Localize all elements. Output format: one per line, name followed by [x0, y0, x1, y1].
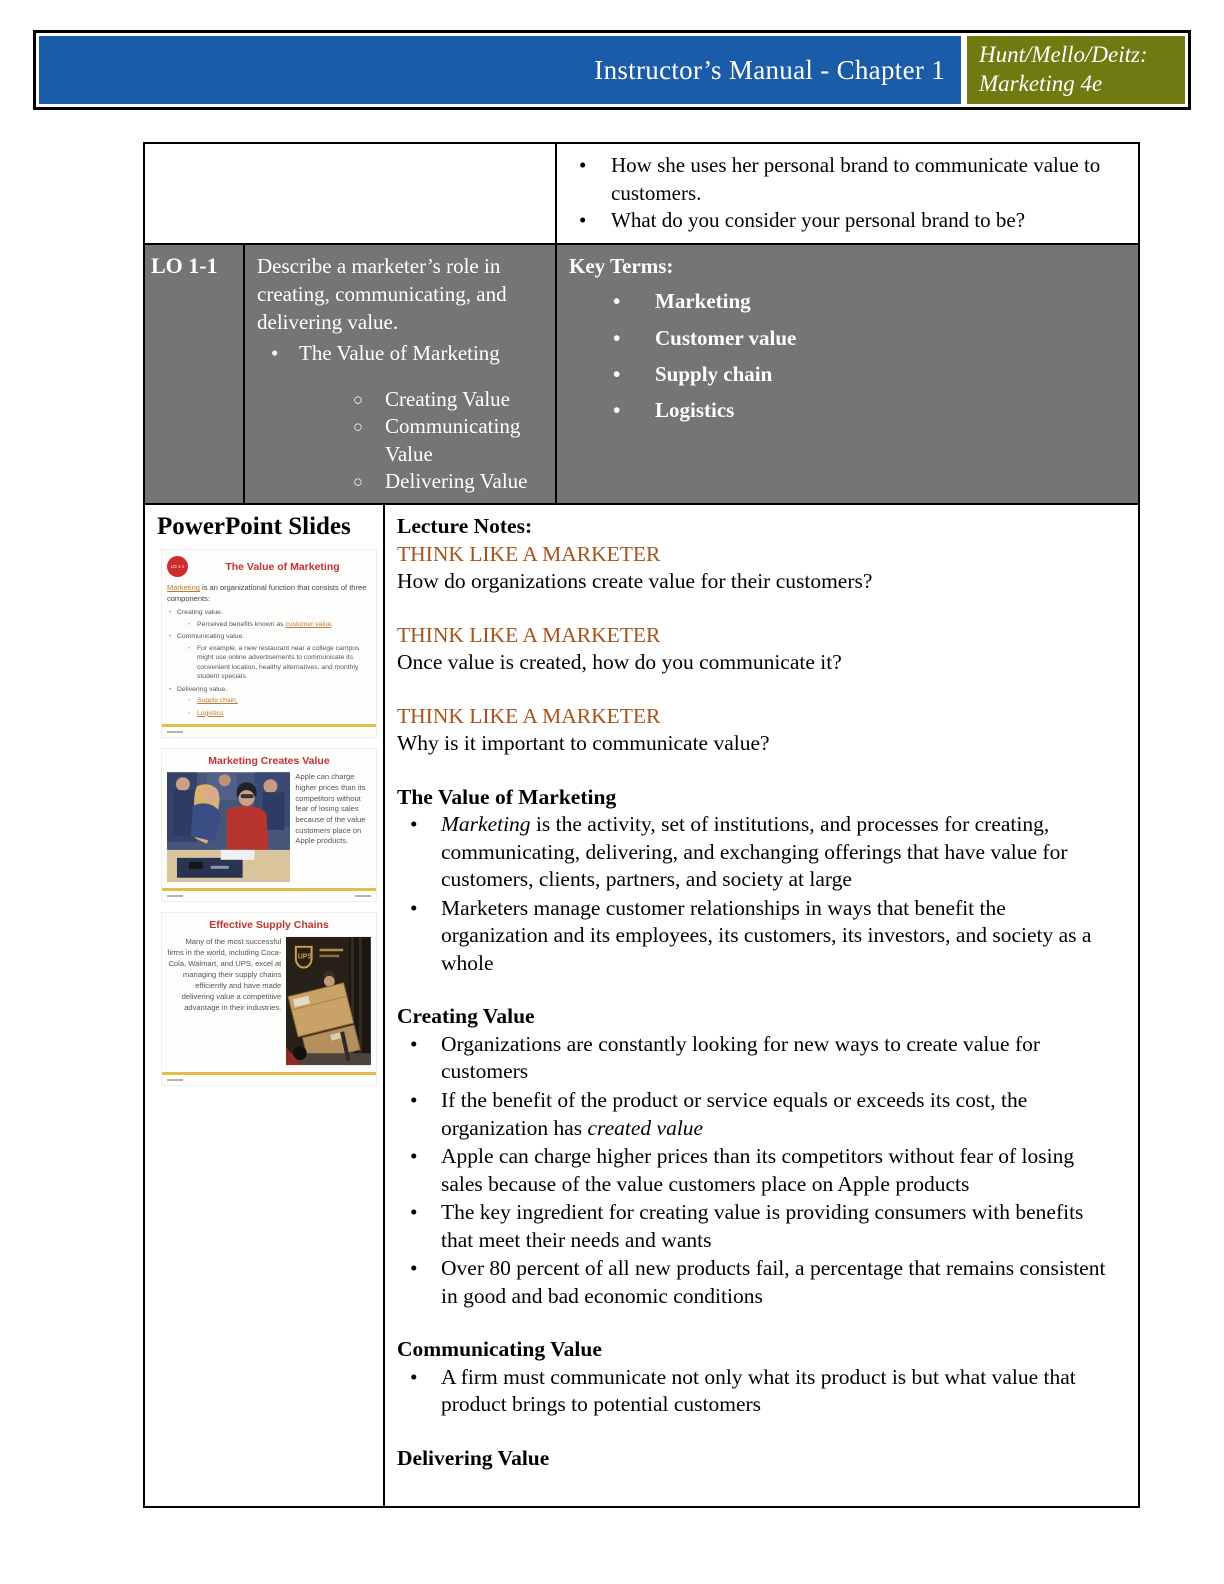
key-term: • Marketing: [569, 288, 1126, 315]
section-creating-value: [397, 1003, 1118, 1310]
svg-text:UPS: UPS: [298, 954, 313, 962]
note-bullet: • Organizations are constantly looking for new ways to create value for customers: [397, 1031, 1118, 1086]
note-bullet: • Over 80 percent of all new products fail, a percentage that remains consistent in good and bad economic conditions: [397, 1255, 1118, 1310]
slide-intro-text: is an organizational function that consists of three components:: [167, 583, 367, 603]
ups-delivery-photo: [286, 936, 371, 1066]
lo-subtopic: ○ Delivering Value: [257, 468, 545, 495]
think-question: Why is it important to communicate value?: [397, 731, 770, 756]
slides-column-heading: PowerPoint Slides: [157, 513, 351, 541]
brand-authors: Hunt/Mello/Deitz:: [979, 42, 1148, 68]
page-title: Instructor’s Manual - Chapter 1: [594, 54, 945, 85]
content-table: [143, 142, 1140, 1508]
section-communicating-value: [397, 1336, 1118, 1419]
note-bullet: • A firm must communicate not only what its product is but what value that product brings to potential customers: [397, 1364, 1118, 1419]
slide-footer-mark: [167, 1079, 183, 1081]
apple-store-photo: [167, 772, 290, 882]
slides-notes-row: [145, 503, 1138, 1506]
note-bullet: • Apple can charge higher prices than its competitors without fear of losing sales because of the value customers place on Apple products: [397, 1143, 1118, 1198]
lecture-notes-label: Lecture Notes:: [397, 514, 533, 539]
key-term: • Supply chain: [569, 361, 1126, 388]
slide-thumbnail-value-of-marketing: [161, 549, 377, 738]
intro-questions-cell: [555, 144, 1138, 243]
note-bullet: • Marketers manage customer relationships in ways that benefit the organization and its employees, its customers, its investors, and society as a whole: [397, 895, 1118, 978]
key-terms-cell: [555, 245, 1138, 503]
section-heading: Creating Value: [397, 1004, 535, 1029]
section-heading: The Value of Marketing: [397, 784, 617, 809]
think-heading: THINK LIKE A MARKETER: [397, 541, 661, 566]
slide-title: The Value of Marketing: [225, 560, 340, 573]
slide-caption: Many of the most successful firms in the world, including Coca-Cola, Walmart, and UPS, excel at managing their supply chains efficiently and have made delivering value a competitive advantage in their industries.: [167, 937, 282, 1013]
key-term: • Logistics: [569, 397, 1126, 424]
lo-subtopic: ○ Communicating Value: [257, 413, 545, 468]
intro-bullet: • How she uses her personal brand to communicate value to customers.: [563, 152, 1124, 207]
think-like-a-marketer-block: [397, 541, 1118, 596]
brand-edition: Marketing 4e: [979, 71, 1103, 96]
think-question: Once value is created, how do you communicate it?: [397, 650, 842, 675]
slide-bullet: • Communicating value. • For example, a new restaurant near a college campus might use online advertisements to communicate its convenient location, healthy alternatives, and monthly student specials.: [167, 632, 371, 682]
intro-bullet: • What do you consider your personal brand to be?: [563, 207, 1124, 235]
key-term: • Customer value: [569, 325, 1126, 352]
think-question: How do organizations create value for their customers?: [397, 569, 873, 594]
intro-row: [145, 144, 1138, 243]
intro-empty-cell: [145, 144, 555, 243]
lo-topic: • The Value of Marketing: [257, 340, 545, 368]
slide-thumbnail-marketing-creates-value: [161, 748, 377, 902]
slide-hyperlink: customer value: [285, 620, 332, 628]
slide-thumbnail-effective-supply-chains: [161, 912, 377, 1086]
slide-hyperlink: Logistics: [197, 709, 224, 717]
section-delivering-value: [397, 1445, 1118, 1473]
slide-bullet: • Creating value. • Perceived benefits known as customer value.: [167, 608, 371, 629]
slide-footer-mark: [167, 895, 183, 897]
think-heading: THINK LIKE A MARKETER: [397, 703, 661, 728]
section-value-of-marketing: [397, 784, 1118, 978]
slide-lo-badge: LO 1-1: [167, 556, 188, 577]
page-header: [33, 30, 1191, 110]
slide-footer-mark: [167, 731, 183, 733]
slide-hyperlink: Marketing: [167, 583, 200, 593]
section-heading: Communicating Value: [397, 1337, 602, 1362]
slide-bullet: • Delivering value. • Supply chain. • Logistics: [167, 685, 371, 719]
slide-caption: Apple can charge higher prices than its competitors without fear of losing sales because of the value customers place on Apple products.: [295, 772, 366, 846]
think-like-a-marketer-block: [397, 703, 1118, 758]
note-bullet: • The key ingredient for creating value is providing consumers with benefits that meet their needs and wants: [397, 1199, 1118, 1254]
lo-subtopic: ○ Creating Value: [257, 386, 545, 413]
think-heading: THINK LIKE A MARKETER: [397, 622, 661, 647]
slide-title: Marketing Creates Value: [208, 755, 330, 768]
slide-sub-bullet: • For example, a new restaurant near a college campus might use online advertisements to communicate its convenient location, healthy alternatives, and monthly student specials.: [185, 644, 371, 682]
lo-code-cell: LO 1-1: [151, 253, 218, 279]
slide-sub-bullet: [185, 709, 371, 719]
slide-title: Effective Supply Chains: [209, 919, 329, 932]
slide-sub-bullet: • Perceived benefits known as customer value.: [185, 620, 371, 630]
powerpoint-slides-column: [145, 505, 383, 1506]
note-bullet: • If the benefit of the product or service equals or exceeds its cost, the organization has created value: [397, 1087, 1118, 1142]
slide-footer-mark: [355, 895, 371, 897]
lo-description: Describe a marketer’s role in creating, communicating, and delivering value.: [257, 254, 507, 334]
slide-sub-bullet: [185, 696, 371, 706]
slide-hyperlink: Supply chain.: [197, 697, 238, 705]
learning-objective-row: [145, 243, 1138, 503]
key-terms-label: Key Terms:: [569, 254, 674, 279]
header-title-bar: [39, 36, 961, 104]
section-heading: Delivering Value: [397, 1445, 550, 1470]
lo-description-cell: [243, 245, 555, 503]
note-bullet: • Marketing is the activity, set of institutions, and processes for creating, communicating, delivering, and exchanging offerings that have value for customers, clients, partners, and society at large: [397, 811, 1118, 894]
lecture-notes-column: [383, 505, 1138, 1506]
header-brand-box: [967, 36, 1185, 104]
think-like-a-marketer-block: [397, 622, 1118, 677]
